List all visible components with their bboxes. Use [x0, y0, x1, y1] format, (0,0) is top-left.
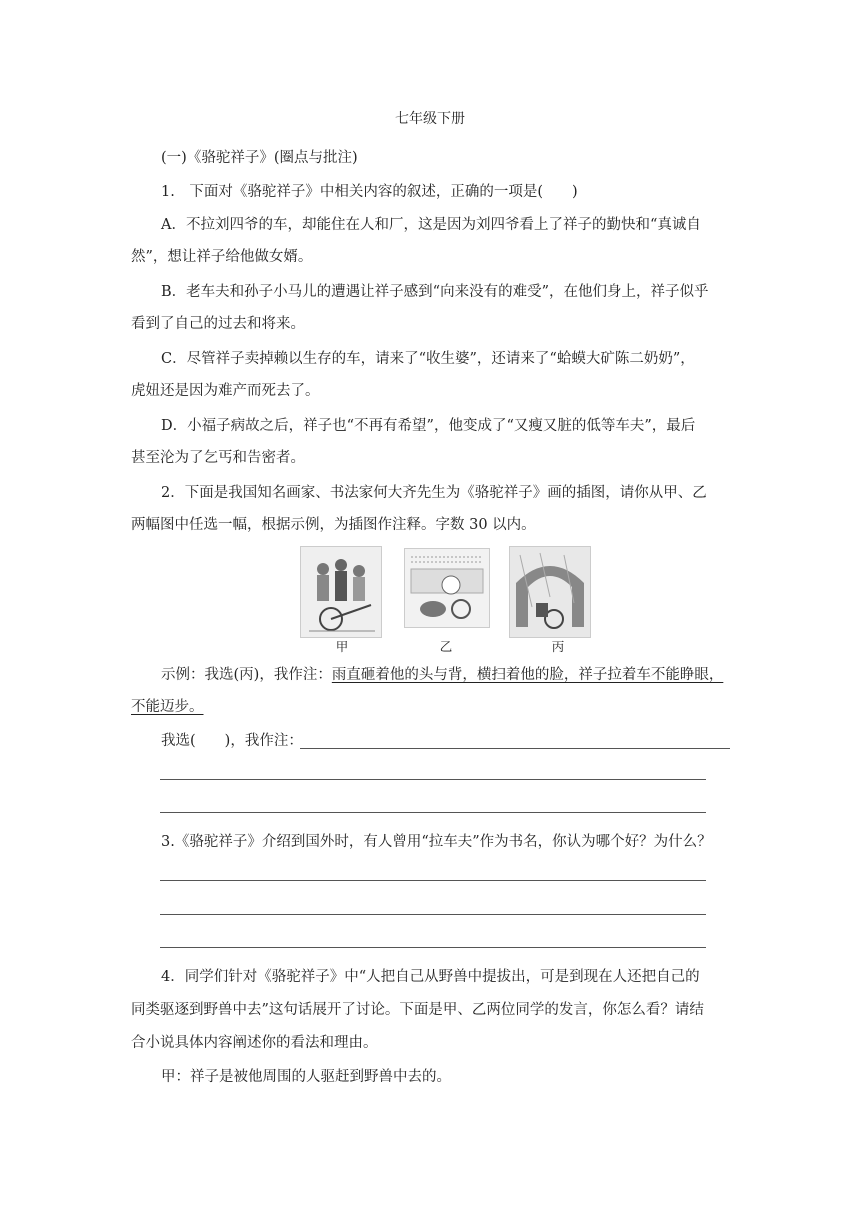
q1-option-b-line1: B．老车夫和孙子小马儿的遭遇让祥子感到“向来没有的难受”，在他们身上，祥子似乎 [161, 284, 709, 300]
illustration-bing [509, 546, 591, 638]
caption-yi: 乙 [439, 639, 453, 654]
caption-jia: 甲 [335, 639, 349, 654]
answer-line-q2-3[interactable] [160, 812, 706, 813]
page-title: 七年级下册 [395, 111, 465, 127]
answer-line-q3-2[interactable] [160, 914, 706, 915]
q2-example-answer-line2: 不能迈步。 [131, 699, 204, 715]
q1-option-d-line1: D．小福子病故之后，祥子也“不再有希望”，他变成了“又瘦又脏的低等车夫”，最后 [161, 418, 696, 434]
q2-example-answer-line1: 雨直砸着他的头与背，横扫着他的脸，祥子拉着车不能睁眼， [331, 667, 724, 683]
answer-line-q3-3[interactable] [160, 947, 706, 948]
q2-answer-prompt: 我选( )，我作注： [161, 733, 303, 749]
q4-stem-line2: 同类驱逐到野兽中去”这句话展开了讨论。下面是甲、乙两位同学的发言，你怎么看？请结 [131, 1002, 704, 1018]
answer-line-q2-1[interactable] [300, 748, 730, 749]
caption-bing: 丙 [551, 639, 565, 654]
q2-stem-line2: 两幅图中任选一幅，根据示例，为插图作注释。字数 30 以内。 [131, 517, 536, 533]
q1-option-a-line1: A．不拉刘四爷的车，却能住在人和厂，这是因为刘四爷看上了祥子的勤快和“真诚自 [161, 217, 701, 233]
q3-stem: 3.《骆驼祥子》介绍到国外时，有人曾用“拉车夫”作为书名，你认为哪个好？为什么？ [161, 834, 712, 850]
q1-option-c-line2: 虎妞还是因为难产而死去了。 [131, 383, 320, 399]
q1-option-c-line1: C．尽管祥子卖掉赖以生存的车，请来了“收生婆”，还请来了“蛤蟆大矿陈二奶奶”， [161, 351, 695, 367]
q1-option-a-line2: 然”，想让祥子给他做女婿。 [131, 249, 313, 265]
q4-stem-line1: 4．同学们针对《骆驼祥子》中“人把自己从野兽中提拔出，可是到现在人还把自己的 [161, 969, 700, 985]
q2-example [161, 665, 723, 685]
q2-example-label: 示例：我选(丙)，我作注： [161, 667, 332, 683]
q1-stem: 1. 下面对《骆驼祥子》中相关内容的叙述，正确的一项是( ) [161, 184, 578, 200]
section-heading: (一)《骆驼祥子》(圈点与批注) [161, 150, 358, 166]
illustration-yi [404, 548, 490, 628]
q2-stem-line1: 2．下面是我国知名画家、书法家何大齐先生为《骆驼祥子》画的插图，请你从甲、乙 [161, 485, 707, 501]
answer-line-q2-2[interactable] [160, 779, 706, 780]
q4-stem-line3: 合小说具体内容阐述你的看法和理由。 [131, 1035, 378, 1051]
answer-line-q3-1[interactable] [160, 880, 706, 881]
q1-option-b-line2: 看到了自己的过去和将来。 [131, 316, 305, 332]
q1-option-d-line2: 甚至沦为了乞丐和告密者。 [131, 450, 305, 466]
q4-student-jia: 甲：祥子是被他周围的人驱赶到野兽中去的。 [161, 1069, 451, 1085]
illustration-jia [300, 546, 382, 638]
